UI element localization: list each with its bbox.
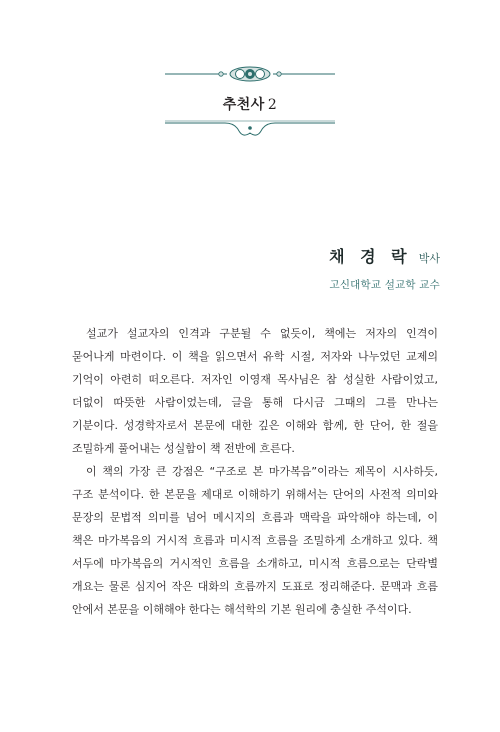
author-name: 채 경 락 — [329, 247, 412, 266]
author-title: 박사 — [418, 252, 440, 265]
author-affiliation: 고신대학교 설교학 교수 — [329, 279, 440, 291]
recommendation-body — [72, 322, 438, 621]
title-text: 추천사 — [222, 97, 265, 113]
top-ornament-divider — [165, 64, 335, 84]
title-number: 2 — [267, 97, 278, 113]
author-block — [329, 244, 440, 292]
bottom-ornament-divider — [165, 117, 335, 137]
body-paragraph-2: 이 책의 가장 큰 강점은 “구조로 본 마가복음”이라는 제목이 시사하듯, 구조 분석이다. 한 본문을 제대로 이해하기 위해서는 단어의 사전적 의미와 문장의 문법적 의미를 넘어 메시지의 흐름과 맥락을 파악해야 하는데, 이 책은 마가복음의 거시적 흐름과 미시적 흐름을 조밀하게 소개하고 있다. 책 서두에 마가복음의 거시적인 흐름을 소개하고, 미시적 흐름으로는 단락별 개요는 물론 심지어 작은 대화의 흐름까지 도표로 정리해준다. 문맥과 흐름 안에서 본문을 이해해야 한다는 해석학의 기본 원리에 충실한 주석이다. — [72, 465, 438, 616]
page-title — [0, 94, 500, 114]
body-paragraph-1: 설교가 설교자의 인격과 구분될 수 없듯이, 책에는 저자의 인격이 묻어나게 마련이다. 이 책을 읽으면서 유학 시절, 저자와 나누었던 교제의 기억이 아련히 떠오른다. 저자인 이영재 목사님은 참 성실한 사람이었고, 더없이 따뜻한 사람이었는데, 글을 통해 다시금 그때의 그를 만나는 기분이다. 성경학자로서 본문에 대한 깊은 이해와 함께, 한 단어, 한 절을 조밀하게 풀어내는 성실함이 책 전반에 흐른다. — [72, 327, 438, 455]
